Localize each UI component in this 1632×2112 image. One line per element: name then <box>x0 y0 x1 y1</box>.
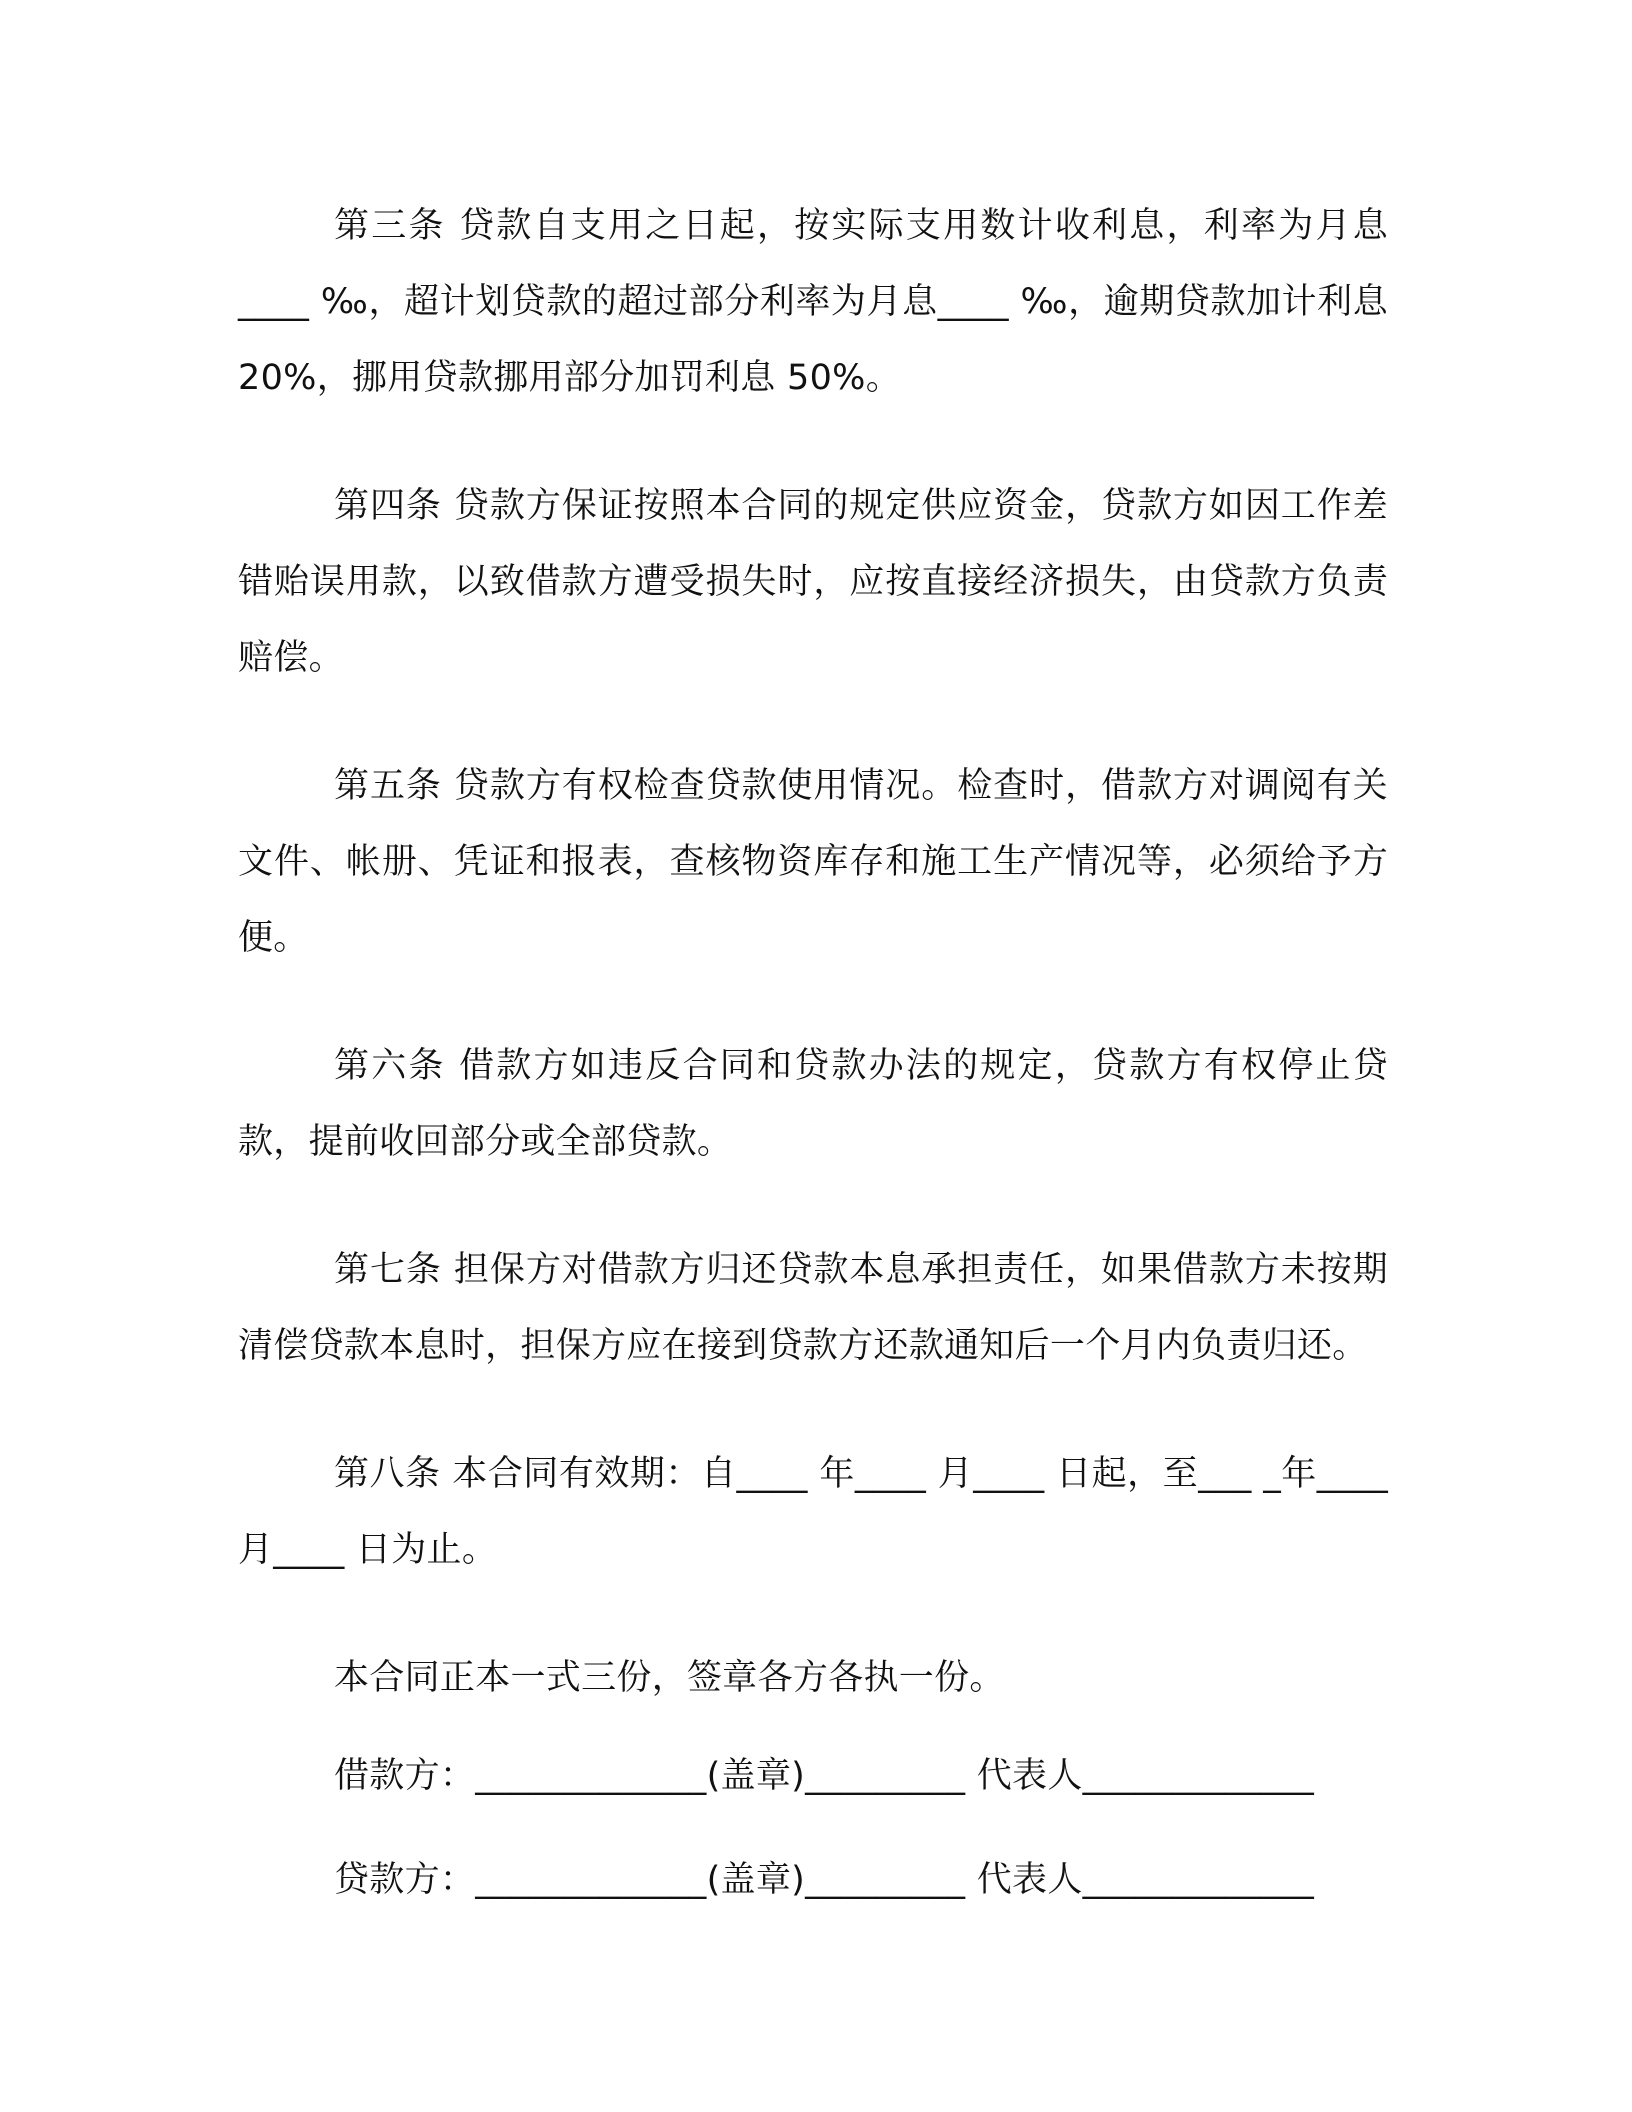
contract-body <box>238 188 1388 1946</box>
article-6-paragraph: 第六条 借款方如违反合同和贷款办法的规定，贷款方有权停止贷款，提前收回部分或全部贷款。 <box>238 1046 1388 1162</box>
article-8-paragraph: 第八条 本合同有效期：自____ 年____ 月____ 日起，至___ _年____ 月____ 日为止。 <box>238 1454 1388 1570</box>
lender-signature-line: 贷款方：_____________(盖章)_________ 代表人_____________ <box>334 1860 1315 1900</box>
closing-statement: 本合同正本一式三份，签章各方各执一份。 <box>334 1658 1005 1698</box>
article-3-paragraph: 第三条 贷款自支用之日起，按实际支用数计收利息，利率为月息____ ‰，超计划贷款的超过部分利率为月息____ ‰，逾期贷款加计利息 20%，挪用贷款挪用部分加罚利息 50%。 <box>238 206 1388 398</box>
article-5-paragraph: 第五条 贷款方有权检查贷款使用情况。检查时，借款方对调阅有关文件、帐册、凭证和报表，查核物资库存和施工生产情况等，必须给予方便。 <box>238 766 1388 958</box>
article-7-paragraph: 第七条 担保方对借款方归还贷款本息承担责任，如果借款方未按期清偿贷款本息时，担保方应在接到贷款方还款通知后一个月内负责归还。 <box>238 1250 1388 1366</box>
article-4-paragraph: 第四条 贷款方保证按照本合同的规定供应资金，贷款方如因工作差错贻误用款，以致借款方遭受损失时，应按直接经济损失，由贷款方负责赔偿。 <box>238 486 1388 678</box>
borrower-signature-line: 借款方：_____________(盖章)_________ 代表人_____________ <box>334 1756 1315 1796</box>
